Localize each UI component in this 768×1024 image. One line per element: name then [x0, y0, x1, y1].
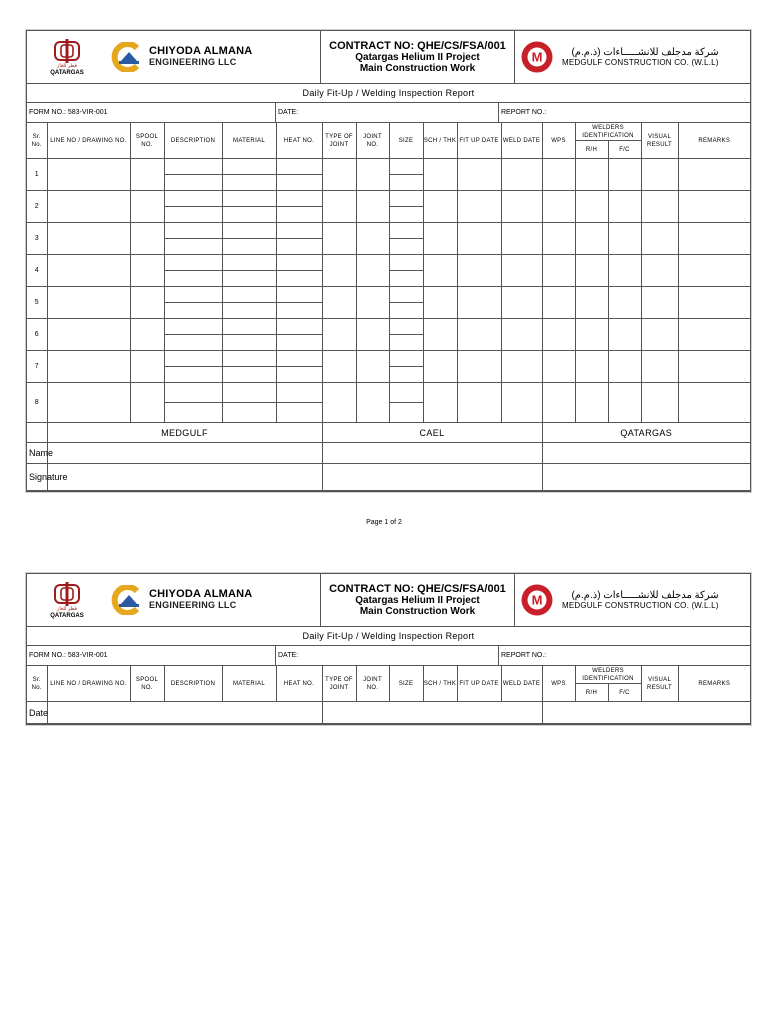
spool-no-cell[interactable] [130, 383, 164, 423]
col-sr-no: Sr. No. [27, 666, 47, 702]
date-cael-cell[interactable] [322, 702, 542, 724]
rh-cell[interactable] [575, 191, 608, 223]
split-cell [277, 383, 322, 422]
line-no-cell[interactable] [47, 159, 130, 191]
col-visual-result: VISUAL RESULT [641, 666, 678, 702]
spool-no-cell[interactable] [130, 287, 164, 319]
col-weld-date: WELD DATE [501, 123, 542, 159]
date-medgulf-cell[interactable] [47, 702, 322, 724]
inspection-sheet-page-2 [26, 573, 751, 725]
size-cell[interactable] [389, 159, 423, 191]
col-welders-identification: WELDERS IDENTIFICATION [575, 666, 641, 684]
sch-thk-cell[interactable] [423, 319, 457, 351]
weld-date-cell[interactable] [501, 223, 542, 255]
type-of-joint-cell[interactable] [322, 319, 356, 351]
fc-cell[interactable] [608, 319, 641, 351]
material-cell[interactable] [222, 191, 276, 223]
material-cell[interactable] [222, 383, 276, 423]
spool-no-cell[interactable] [130, 255, 164, 287]
size-cell[interactable] [389, 223, 423, 255]
col-size: SIZE [389, 666, 423, 702]
joint-no-cell[interactable] [356, 383, 389, 423]
col-rh: R/H [575, 684, 608, 702]
qatargas-arabic: قطر للغاز [56, 62, 78, 69]
split-cell [277, 351, 322, 382]
table-row [27, 159, 750, 191]
report-number-field[interactable]: REPORT NO.: [501, 109, 547, 116]
col-weld-date: WELD DATE [501, 666, 542, 702]
material-cell[interactable] [222, 159, 276, 191]
fit-up-date-cell[interactable] [457, 223, 501, 255]
row-number: 4 [27, 255, 47, 287]
col-spool-no: SPOOL NO. [130, 123, 164, 159]
medgulf-arabic-name: شركة مدجلف للانشـــــاءات (ذ.م.م) [571, 590, 719, 601]
size-cell[interactable] [389, 255, 423, 287]
remarks-cell[interactable] [678, 287, 750, 319]
chiyoda-logo [107, 42, 252, 72]
type-of-joint-cell[interactable] [322, 223, 356, 255]
rh-cell[interactable] [575, 255, 608, 287]
visual-result-cell[interactable] [641, 191, 678, 223]
size-cell[interactable] [389, 383, 423, 423]
type-of-joint-cell[interactable] [322, 351, 356, 383]
split-cell [277, 319, 322, 350]
line-no-cell[interactable] [47, 191, 130, 223]
size-cell[interactable] [389, 191, 423, 223]
split-cell [223, 319, 276, 350]
weld-date-cell[interactable] [501, 191, 542, 223]
col-rh: R/H [575, 141, 608, 159]
split-cell [165, 319, 222, 350]
line-no-cell[interactable] [47, 383, 130, 423]
sch-thk-cell[interactable] [423, 351, 457, 383]
material-cell[interactable] [222, 255, 276, 287]
signature-label: Signature [27, 464, 47, 491]
line-no-cell[interactable] [47, 223, 130, 255]
remarks-cell[interactable] [678, 159, 750, 191]
fit-up-date-cell[interactable] [457, 191, 501, 223]
wps-cell[interactable] [542, 191, 575, 223]
line-no-cell[interactable] [47, 287, 130, 319]
date-qatargas-cell[interactable] [542, 702, 750, 724]
sheet-header [27, 574, 750, 627]
table-row [27, 191, 750, 223]
split-cell [223, 383, 276, 422]
col-material: MATERIAL [222, 123, 276, 159]
work-name: Main Construction Work [359, 63, 476, 74]
joint-no-cell[interactable] [356, 159, 389, 191]
material-cell[interactable] [222, 351, 276, 383]
rh-cell[interactable] [575, 383, 608, 423]
heat-no-cell[interactable] [276, 255, 322, 287]
col-wps: WPS [542, 123, 575, 159]
name-label: Name [27, 443, 47, 464]
wps-cell[interactable] [542, 223, 575, 255]
joint-no-cell[interactable] [356, 191, 389, 223]
split-cell [165, 287, 222, 318]
visual-result-cell[interactable] [641, 255, 678, 287]
col-fit-up-date: FIT UP DATE [457, 666, 501, 702]
sch-thk-cell[interactable] [423, 287, 457, 319]
heat-no-cell[interactable] [276, 223, 322, 255]
qatargas-emblem-icon [50, 582, 84, 606]
contract-number: CONTRACT NO: QHE/CS/FSA/001 [329, 583, 506, 595]
sch-thk-cell[interactable] [423, 255, 457, 287]
visual-result-cell[interactable] [641, 319, 678, 351]
chiyoda-name: CHIYODA ALMANA [149, 45, 253, 57]
fc-cell[interactable] [608, 255, 641, 287]
rh-cell[interactable] [575, 223, 608, 255]
description-cell[interactable] [164, 287, 222, 319]
fit-up-date-cell[interactable] [457, 383, 501, 423]
col-remarks: REMARKS [678, 666, 750, 702]
form-number: FORM NO.: 583-VIR-001 [27, 103, 276, 122]
type-of-joint-cell[interactable] [322, 191, 356, 223]
split-cell [165, 223, 222, 254]
heat-no-cell[interactable] [276, 159, 322, 191]
joint-no-cell[interactable] [356, 287, 389, 319]
split-cell [165, 191, 222, 222]
chiyoda-logo [107, 585, 252, 615]
rh-cell[interactable] [575, 287, 608, 319]
split-cell [277, 287, 322, 318]
col-description: DESCRIPTION [164, 666, 222, 702]
split-cell [390, 223, 423, 254]
split-cell [223, 159, 276, 190]
row-number: 7 [27, 351, 47, 383]
fit-up-date-cell[interactable] [457, 351, 501, 383]
wps-cell[interactable] [542, 287, 575, 319]
line-no-cell[interactable] [47, 255, 130, 287]
inspection-sheet-page-1 [26, 30, 751, 492]
chiyoda-subtitle: ENGINEERING LLC [149, 57, 237, 67]
medgulf-logo-icon [520, 40, 554, 74]
signatory-medgulf: MEDGULF [47, 423, 322, 443]
heat-no-cell[interactable] [276, 319, 322, 351]
heat-no-cell[interactable] [276, 287, 322, 319]
row-number: 2 [27, 191, 47, 223]
col-material: MATERIAL [222, 666, 276, 702]
joint-no-cell[interactable] [356, 255, 389, 287]
signature-qatargas-cell[interactable] [542, 464, 750, 491]
project-name: Qatargas Helium II Project [355, 595, 480, 606]
qatargas-logo [27, 39, 107, 76]
split-cell [390, 319, 423, 350]
wps-cell[interactable] [542, 159, 575, 191]
split-cell [223, 351, 276, 382]
qatargas-emblem-icon [50, 39, 84, 63]
col-heat-no: HEAT NO. [276, 666, 322, 702]
fc-cell[interactable] [608, 159, 641, 191]
medgulf-logo-icon [520, 583, 554, 617]
split-cell [165, 351, 222, 382]
medgulf-english-name: MEDGULF CONSTRUCTION CO. (W.L.L) [562, 58, 719, 67]
remarks-cell[interactable] [678, 383, 750, 423]
material-cell[interactable] [222, 223, 276, 255]
spool-no-cell[interactable] [130, 319, 164, 351]
table-row [27, 223, 750, 255]
heat-no-cell[interactable] [276, 191, 322, 223]
row-number: 6 [27, 319, 47, 351]
fit-up-date-cell[interactable] [457, 319, 501, 351]
table-row [27, 351, 750, 383]
medgulf-logo-letter: M [531, 592, 543, 608]
type-of-joint-cell[interactable] [322, 383, 356, 423]
visual-result-cell[interactable] [641, 383, 678, 423]
visual-result-cell[interactable] [641, 159, 678, 191]
split-cell [390, 287, 423, 318]
rh-cell[interactable] [575, 351, 608, 383]
name-medgulf-cell[interactable] [47, 443, 322, 464]
col-visual-result: VISUAL RESULT [641, 123, 678, 159]
medgulf-arabic-name: شركة مدجلف للانشـــــاءات (ذ.م.م) [571, 47, 719, 58]
remarks-cell[interactable] [678, 255, 750, 287]
col-joint-no: JOINT NO. [356, 666, 389, 702]
size-cell[interactable] [389, 319, 423, 351]
form-number: FORM NO.: 583-VIR-001 [27, 646, 276, 665]
split-cell [277, 159, 322, 190]
split-cell [223, 287, 276, 318]
col-wps: WPS [542, 666, 575, 702]
description-cell[interactable] [164, 159, 222, 191]
spool-no-cell[interactable] [130, 159, 164, 191]
split-cell [390, 159, 423, 190]
col-sch-thk: SCH / THK [423, 666, 457, 702]
sch-thk-cell[interactable] [423, 223, 457, 255]
row-number: 3 [27, 223, 47, 255]
line-no-cell[interactable] [47, 351, 130, 383]
heat-no-cell[interactable] [276, 351, 322, 383]
remarks-cell[interactable] [678, 223, 750, 255]
visual-result-cell[interactable] [641, 223, 678, 255]
col-description: DESCRIPTION [164, 123, 222, 159]
inspection-table [27, 123, 750, 491]
report-title: Daily Fit-Up / Welding Inspection Report [27, 84, 750, 103]
size-cell[interactable] [389, 351, 423, 383]
type-of-joint-cell[interactable] [322, 287, 356, 319]
joint-no-cell[interactable] [356, 351, 389, 383]
row-number: 1 [27, 159, 47, 191]
description-cell[interactable] [164, 383, 222, 423]
remarks-cell[interactable] [678, 191, 750, 223]
row-number: 5 [27, 287, 47, 319]
form-info-row [27, 646, 750, 666]
report-number-field[interactable]: REPORT NO.: [501, 652, 547, 659]
col-sr-no: Sr. No. [27, 123, 47, 159]
split-cell [277, 223, 322, 254]
date-row-label: Date [27, 702, 47, 724]
split-cell [223, 191, 276, 222]
visual-result-cell[interactable] [641, 287, 678, 319]
col-line-no: LINE NO / DRAWING NO. [47, 666, 130, 702]
table-row [27, 383, 750, 423]
name-cael-cell[interactable] [322, 443, 542, 464]
wps-cell[interactable] [542, 351, 575, 383]
spool-no-cell[interactable] [130, 351, 164, 383]
col-sch-thk: SCH / THK [423, 123, 457, 159]
fit-up-date-cell[interactable] [457, 159, 501, 191]
wps-cell[interactable] [542, 255, 575, 287]
fc-cell[interactable] [608, 351, 641, 383]
sheet-header [27, 31, 750, 84]
report-title: Daily Fit-Up / Welding Inspection Report [27, 627, 750, 646]
visual-result-cell[interactable] [641, 351, 678, 383]
chiyoda-emblem-icon [107, 585, 145, 615]
description-cell[interactable] [164, 255, 222, 287]
wps-cell[interactable] [542, 383, 575, 423]
date-field[interactable]: DATE: [276, 103, 499, 122]
remarks-cell[interactable] [678, 319, 750, 351]
weld-date-cell[interactable] [501, 319, 542, 351]
fc-cell[interactable] [608, 191, 641, 223]
spool-no-cell[interactable] [130, 191, 164, 223]
split-cell [390, 191, 423, 222]
description-cell[interactable] [164, 223, 222, 255]
split-cell [390, 255, 423, 286]
split-cell [223, 223, 276, 254]
chiyoda-name: CHIYODA ALMANA [149, 588, 253, 600]
weld-date-cell[interactable] [501, 383, 542, 423]
chiyoda-emblem-icon [107, 42, 145, 72]
col-remarks: REMARKS [678, 123, 750, 159]
material-cell[interactable] [222, 319, 276, 351]
work-name: Main Construction Work [359, 606, 476, 617]
fc-cell[interactable] [608, 383, 641, 423]
split-cell [165, 159, 222, 190]
joint-no-cell[interactable] [356, 223, 389, 255]
line-no-cell[interactable] [47, 319, 130, 351]
description-cell[interactable] [164, 319, 222, 351]
col-fc: F/C [608, 684, 641, 702]
date-field[interactable]: DATE: [276, 646, 499, 665]
table-row [27, 287, 750, 319]
split-cell [223, 255, 276, 286]
type-of-joint-cell[interactable] [322, 159, 356, 191]
split-cell [390, 351, 423, 382]
medgulf-english-name: MEDGULF CONSTRUCTION CO. (W.L.L) [562, 601, 719, 610]
table-row [27, 255, 750, 287]
signatory-blank-cell [27, 423, 47, 443]
chiyoda-subtitle: ENGINEERING LLC [149, 600, 237, 610]
weld-date-cell[interactable] [501, 351, 542, 383]
col-size: SIZE [389, 123, 423, 159]
medgulf-logo-letter: M [531, 49, 543, 65]
split-cell [165, 255, 222, 286]
sch-thk-cell[interactable] [423, 159, 457, 191]
qatargas-logo-text: QATARGAS [50, 612, 84, 619]
split-cell [277, 191, 322, 222]
joint-no-cell[interactable] [356, 319, 389, 351]
col-line-no: LINE NO / DRAWING NO. [47, 123, 130, 159]
description-cell[interactable] [164, 191, 222, 223]
weld-date-cell[interactable] [501, 159, 542, 191]
description-cell[interactable] [164, 351, 222, 383]
rh-cell[interactable] [575, 319, 608, 351]
form-info-row [27, 103, 750, 123]
fc-cell[interactable] [608, 223, 641, 255]
col-type-of-joint: TYPE OF JOINT [322, 666, 356, 702]
table-row [27, 319, 750, 351]
contract-number: CONTRACT NO: QHE/CS/FSA/001 [329, 40, 506, 52]
col-type-of-joint: TYPE OF JOINT [322, 123, 356, 159]
col-fit-up-date: FIT UP DATE [457, 123, 501, 159]
signatory-cael: CAEL [322, 423, 542, 443]
page-indicator: Page 1 of 2 [366, 519, 402, 526]
material-cell[interactable] [222, 287, 276, 319]
weld-date-cell[interactable] [501, 287, 542, 319]
name-qatargas-cell[interactable] [542, 443, 750, 464]
signatory-qatargas: QATARGAS [542, 423, 750, 443]
signature-cael-cell[interactable] [322, 464, 542, 491]
col-welders-identification: WELDERS IDENTIFICATION [575, 123, 641, 141]
fc-cell[interactable] [608, 287, 641, 319]
size-cell[interactable] [389, 287, 423, 319]
sch-thk-cell[interactable] [423, 383, 457, 423]
row-number: 8 [27, 383, 47, 423]
qatargas-logo-text: QATARGAS [50, 69, 84, 76]
spool-no-cell[interactable] [130, 223, 164, 255]
signature-medgulf-cell[interactable] [47, 464, 322, 491]
weld-date-cell[interactable] [501, 255, 542, 287]
col-joint-no: JOINT NO. [356, 123, 389, 159]
col-spool-no: SPOOL NO. [130, 666, 164, 702]
remarks-cell[interactable] [678, 351, 750, 383]
project-name: Qatargas Helium II Project [355, 52, 480, 63]
split-cell [165, 383, 222, 422]
qatargas-logo [27, 582, 107, 619]
col-heat-no: HEAT NO. [276, 123, 322, 159]
type-of-joint-cell[interactable] [322, 255, 356, 287]
heat-no-cell[interactable] [276, 383, 322, 423]
split-cell [277, 255, 322, 286]
col-fc: F/C [608, 141, 641, 159]
sch-thk-cell[interactable] [423, 191, 457, 223]
qatargas-arabic: قطر للغاز [56, 605, 78, 612]
fit-up-date-cell[interactable] [457, 255, 501, 287]
fit-up-date-cell[interactable] [457, 287, 501, 319]
wps-cell[interactable] [542, 319, 575, 351]
rh-cell[interactable] [575, 159, 608, 191]
inspection-table [27, 666, 750, 724]
split-cell [390, 383, 423, 422]
